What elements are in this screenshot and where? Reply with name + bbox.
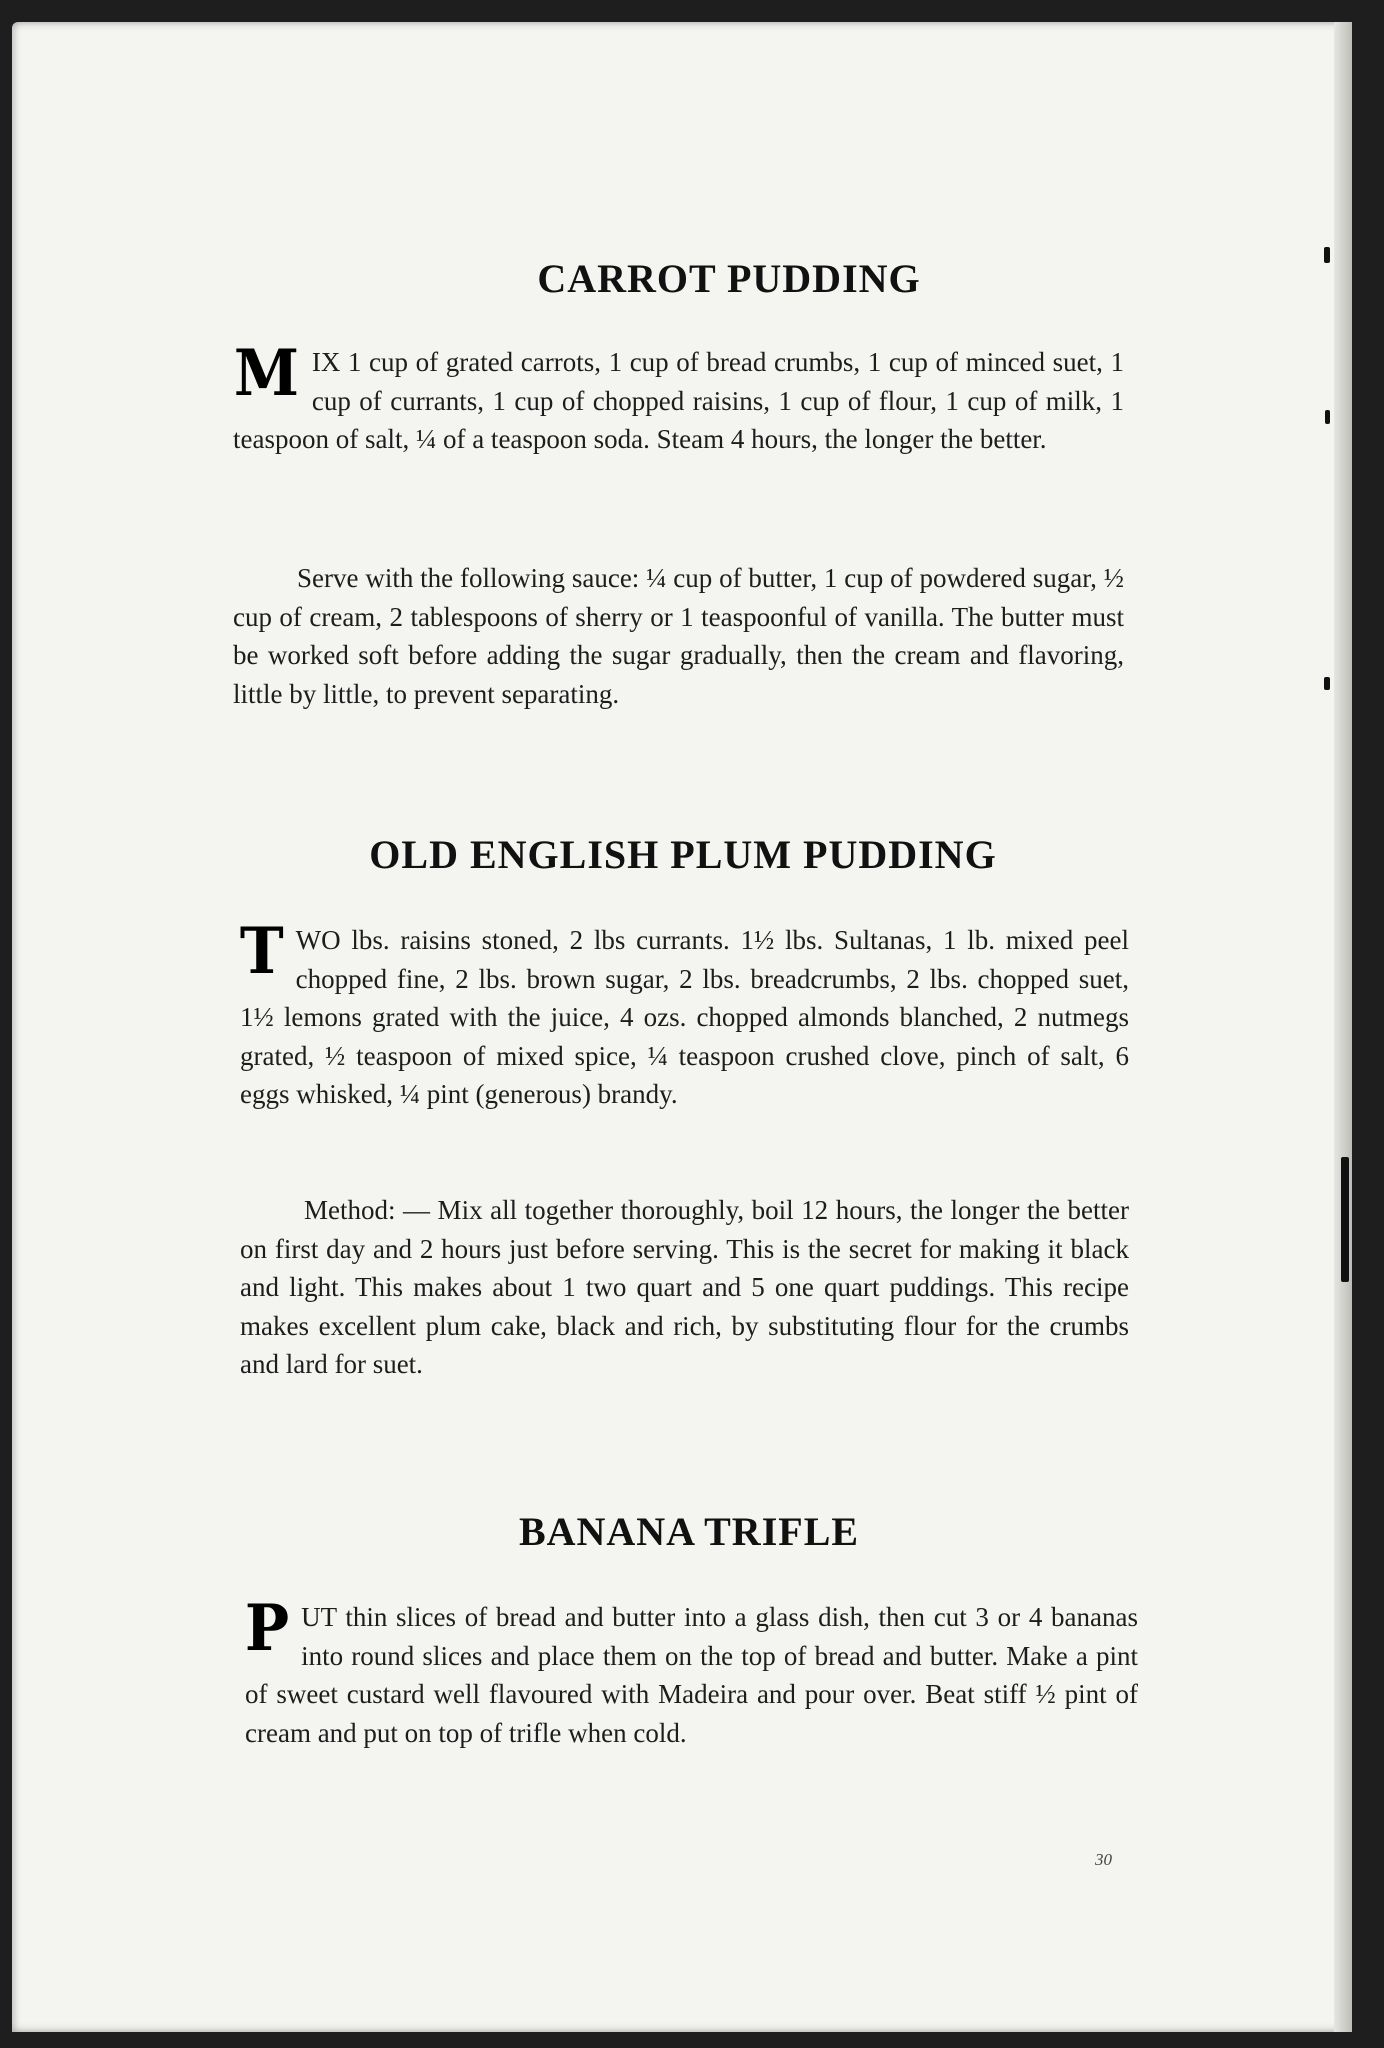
drop-cap: T: [239, 914, 284, 989]
edge-mark: [1341, 1157, 1349, 1282]
book-page: [12, 22, 1352, 2032]
recipe-ingredients: [244, 1591, 1138, 1752]
ingredients-text: IX 1 cup of grated carrots, 1 cup of bread crumbs, 1 cup of minced suet, 1 cup of currants, 1 cup of chopped raisins, 1 cup of flour, 1 cup of milk, 1 teaspoon of salt, ¼ of a teaspoon soda. Steam 4 hours, the longer the better.: [233, 347, 1124, 454]
recipe-method: Serve with the following sauce: ¼ cup of butter, 1 cup of powdered sugar, ½ cup of cream, 2 tablespoons of sherry or 1 teaspoonful of vanilla. The butter must be worked soft before adding the sugar gradually, then the cream and flavoring, little by little, to prevent separating.: [233, 563, 1124, 709]
drop-cap: M: [233, 336, 300, 411]
page-number: 30: [1095, 1850, 1112, 1869]
ingredients-text: UT thin slices of bread and butter into a glass dish, then cut 3 or 4 bananas into round slices and place them on the top of bread and butter. Make a pint of sweet custard well flavoured with Madeira and pour over. Beat stiff ½ pint of cream and put on top of trifle when cold.: [245, 1602, 1138, 1748]
recipe-title: OLD ENGLISH PLUM PUDDING: [369, 832, 997, 877]
drop-cap: P: [244, 1591, 290, 1666]
ingredients-text: WO lbs. raisins stoned, 2 lbs currants. 1½ lbs. Sultanas, 1 lb. mixed peel chopped fine, 2 lbs. brown sugar, 2 lbs. breadcrumbs, 2 lbs. chopped suet, 1½ lemons grated with the juice, 4 ozs. chopped almonds blanched, 2 nutmegs grated, ½ teaspoon of mixed spice, ¼ teaspoon crushed clove, pinch of salt, 6 eggs whisked, ¼ pint (generous) brandy.: [240, 925, 1129, 1109]
edge-mark: [1325, 410, 1330, 424]
edge-mark: [1324, 677, 1330, 690]
page-edge: [1334, 22, 1352, 2032]
recipe-ingredients: [239, 914, 1129, 1114]
recipe-method: Method: — Mix all together thoroughly, boil 12 hours, the longer the better on first day and 2 hours just before serving. This is the secret for making it black and light. This makes about 1 two quart and 5 one quart puddings. This recipe makes excellent plum cake, black and rich, by substituting flour for the crumbs and lard for suet.: [240, 1195, 1129, 1379]
recipe-title: CARROT PUDDING: [537, 256, 921, 301]
recipe-ingredients: [233, 336, 1124, 459]
recipe-title: BANANA TRIFLE: [518, 1509, 860, 1554]
